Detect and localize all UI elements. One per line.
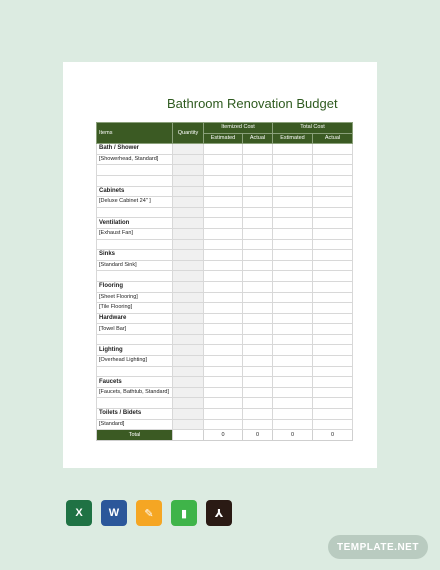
item-label: [Towel Bar] xyxy=(97,324,173,335)
quantity-cell xyxy=(173,334,204,345)
cost-cell xyxy=(273,197,313,208)
section-heading: Bath / Shower xyxy=(97,144,173,155)
cost-cell xyxy=(204,165,243,176)
quantity-cell xyxy=(173,292,204,303)
quantity-cell xyxy=(173,175,204,186)
item-label: [Sheet Flooring] xyxy=(97,292,173,303)
cost-cell xyxy=(313,271,353,282)
table-row xyxy=(97,239,353,250)
cost-cell xyxy=(204,207,243,218)
document-sheet xyxy=(63,62,377,468)
cost-cell xyxy=(273,239,313,250)
budget-table xyxy=(96,122,353,441)
cost-cell xyxy=(204,250,243,261)
cost-cell xyxy=(243,207,273,218)
table-row xyxy=(97,398,353,409)
cost-cell xyxy=(243,345,273,356)
table-row xyxy=(97,334,353,345)
cost-cell xyxy=(204,218,243,229)
cost-cell xyxy=(243,356,273,367)
section-heading: Lighting xyxy=(97,345,173,356)
cost-cell xyxy=(273,398,313,409)
quantity-header: Quantity xyxy=(173,123,204,144)
cost-cell xyxy=(243,271,273,282)
item-label xyxy=(97,334,173,345)
cost-cell xyxy=(313,303,353,314)
quantity-cell xyxy=(173,356,204,367)
cost-cell xyxy=(204,281,243,292)
cost-cell xyxy=(204,345,243,356)
itemized-cost-header: Itemized Cost xyxy=(204,123,273,134)
quantity-cell xyxy=(173,154,204,165)
table-row xyxy=(97,324,353,335)
item-label: [Standard Sink] xyxy=(97,260,173,271)
total-total-actual: 0 xyxy=(313,430,353,441)
cost-cell xyxy=(313,239,353,250)
quantity-cell xyxy=(173,324,204,335)
cost-cell xyxy=(313,154,353,165)
cost-cell xyxy=(243,281,273,292)
cost-cell xyxy=(204,303,243,314)
cost-cell xyxy=(273,303,313,314)
quantity-cell xyxy=(173,186,204,197)
item-label xyxy=(97,366,173,377)
document-title: Bathroom Renovation Budget xyxy=(167,96,338,111)
quantity-cell xyxy=(173,387,204,398)
cost-cell xyxy=(313,228,353,239)
cost-cell xyxy=(204,239,243,250)
quantity-cell xyxy=(173,345,204,356)
cost-cell xyxy=(273,366,313,377)
cost-cell xyxy=(313,175,353,186)
table-row xyxy=(97,154,353,165)
cost-cell xyxy=(313,165,353,176)
itemized-estimated-header: Estimated xyxy=(204,133,243,144)
cost-cell xyxy=(313,409,353,420)
cost-cell xyxy=(204,356,243,367)
cost-cell xyxy=(273,387,313,398)
item-label: [Showerhead, Standard] xyxy=(97,154,173,165)
quantity-cell xyxy=(173,281,204,292)
cost-cell xyxy=(243,334,273,345)
table-row xyxy=(97,356,353,367)
item-label xyxy=(97,165,173,176)
cost-cell xyxy=(204,377,243,388)
quantity-cell xyxy=(173,398,204,409)
cost-cell xyxy=(313,186,353,197)
quantity-cell xyxy=(173,197,204,208)
quantity-cell xyxy=(173,271,204,282)
item-label: [Faucets, Bathtub, Standard] xyxy=(97,387,173,398)
total-total-estimated: 0 xyxy=(273,430,313,441)
cost-cell xyxy=(204,144,243,155)
cost-cell xyxy=(204,409,243,420)
item-label: [Deluxe Cabinet 24" ] xyxy=(97,197,173,208)
cost-cell xyxy=(204,398,243,409)
cost-cell xyxy=(273,260,313,271)
cost-cell xyxy=(313,366,353,377)
quantity-cell xyxy=(173,228,204,239)
cost-cell xyxy=(273,154,313,165)
item-label xyxy=(97,239,173,250)
itemized-actual-header: Actual xyxy=(243,133,273,144)
word-icon[interactable]: W xyxy=(101,500,127,526)
item-label: [Standard] xyxy=(97,419,173,430)
quantity-cell xyxy=(173,366,204,377)
cost-cell xyxy=(204,197,243,208)
cost-cell xyxy=(313,324,353,335)
item-label xyxy=(97,398,173,409)
cost-cell xyxy=(313,218,353,229)
cost-cell xyxy=(273,377,313,388)
table-row xyxy=(97,303,353,314)
cost-cell xyxy=(243,387,273,398)
cost-cell xyxy=(243,324,273,335)
quantity-cell xyxy=(173,313,204,324)
quantity-cell xyxy=(173,250,204,261)
cost-cell xyxy=(313,345,353,356)
template-net-badge[interactable]: TEMPLATE.NET xyxy=(328,535,428,559)
cost-cell xyxy=(243,239,273,250)
numbers-icon[interactable]: ▮ xyxy=(171,500,197,526)
cost-cell xyxy=(273,313,313,324)
table-row xyxy=(97,197,353,208)
cost-cell xyxy=(313,144,353,155)
quantity-cell xyxy=(173,239,204,250)
cost-cell xyxy=(204,334,243,345)
item-label xyxy=(97,271,173,282)
quantity-cell xyxy=(173,218,204,229)
section-heading: Hardware xyxy=(97,313,173,324)
table-row xyxy=(97,313,353,324)
cost-cell xyxy=(243,409,273,420)
cost-cell xyxy=(204,175,243,186)
cost-cell xyxy=(243,398,273,409)
cost-cell xyxy=(313,292,353,303)
table-row xyxy=(97,292,353,303)
cost-cell xyxy=(243,144,273,155)
item-label: [Overhead Lighting] xyxy=(97,356,173,367)
cost-cell xyxy=(273,292,313,303)
cost-cell xyxy=(204,419,243,430)
table-row xyxy=(97,366,353,377)
table-row xyxy=(97,228,353,239)
cost-cell xyxy=(243,292,273,303)
cost-cell xyxy=(204,186,243,197)
section-heading: Cabinets xyxy=(97,186,173,197)
cost-cell xyxy=(243,175,273,186)
cost-cell xyxy=(273,165,313,176)
table-row xyxy=(97,377,353,388)
total-quantity-cell xyxy=(173,430,204,441)
excel-icon[interactable]: X xyxy=(66,500,92,526)
cost-cell xyxy=(313,281,353,292)
cost-cell xyxy=(204,260,243,271)
cost-cell xyxy=(204,154,243,165)
cost-cell xyxy=(273,334,313,345)
pdf-icon[interactable]: ⅄ xyxy=(206,500,232,526)
section-heading: Flooring xyxy=(97,281,173,292)
total-itemized-actual: 0 xyxy=(243,430,273,441)
cost-cell xyxy=(313,398,353,409)
section-heading: Sinks xyxy=(97,250,173,261)
items-header: Items xyxy=(97,123,173,144)
table-row xyxy=(97,409,353,420)
quantity-cell xyxy=(173,207,204,218)
cost-cell xyxy=(204,366,243,377)
cost-cell xyxy=(243,250,273,261)
cost-cell xyxy=(243,419,273,430)
table-row xyxy=(97,260,353,271)
cost-cell xyxy=(204,387,243,398)
cost-cell xyxy=(313,387,353,398)
cost-cell xyxy=(273,250,313,261)
table-row xyxy=(97,250,353,261)
cost-cell xyxy=(273,409,313,420)
quantity-cell xyxy=(173,165,204,176)
cost-cell xyxy=(273,228,313,239)
cost-cell xyxy=(273,324,313,335)
cost-cell xyxy=(243,154,273,165)
cost-cell xyxy=(243,197,273,208)
cost-cell xyxy=(243,377,273,388)
cost-cell xyxy=(243,165,273,176)
cost-cell xyxy=(273,419,313,430)
quantity-cell xyxy=(173,409,204,420)
cost-cell xyxy=(243,228,273,239)
item-label: [Tile Flooring] xyxy=(97,303,173,314)
cost-cell xyxy=(313,334,353,345)
cost-cell xyxy=(313,250,353,261)
cost-cell xyxy=(243,313,273,324)
table-row xyxy=(97,281,353,292)
item-label: [Exhaust Fan] xyxy=(97,228,173,239)
total-row xyxy=(97,430,353,441)
table-row xyxy=(97,218,353,229)
cost-cell xyxy=(313,197,353,208)
section-heading: Faucets xyxy=(97,377,173,388)
cost-cell xyxy=(273,186,313,197)
table-row xyxy=(97,165,353,176)
quantity-cell xyxy=(173,144,204,155)
cost-cell xyxy=(273,281,313,292)
cost-cell xyxy=(273,144,313,155)
cost-cell xyxy=(204,324,243,335)
table-row xyxy=(97,207,353,218)
cost-cell xyxy=(204,292,243,303)
table-row xyxy=(97,186,353,197)
quantity-cell xyxy=(173,377,204,388)
table-row xyxy=(97,175,353,186)
cost-cell xyxy=(243,218,273,229)
cost-cell xyxy=(313,419,353,430)
table-row xyxy=(97,387,353,398)
cost-cell xyxy=(313,260,353,271)
cost-cell xyxy=(273,218,313,229)
quantity-cell xyxy=(173,303,204,314)
cost-cell xyxy=(273,175,313,186)
cost-cell xyxy=(273,356,313,367)
section-heading: Ventilation xyxy=(97,218,173,229)
total-actual-header: Actual xyxy=(313,133,353,144)
cost-cell xyxy=(243,260,273,271)
table-row xyxy=(97,144,353,155)
cost-cell xyxy=(243,303,273,314)
cost-cell xyxy=(204,313,243,324)
cost-cell xyxy=(313,313,353,324)
cost-cell xyxy=(243,366,273,377)
table-row xyxy=(97,271,353,282)
cost-cell xyxy=(273,207,313,218)
total-itemized-estimated: 0 xyxy=(204,430,243,441)
table-row xyxy=(97,419,353,430)
quantity-cell xyxy=(173,260,204,271)
total-cost-header: Total Cost xyxy=(273,123,353,134)
cost-cell xyxy=(204,228,243,239)
cost-cell xyxy=(273,345,313,356)
cost-cell xyxy=(313,377,353,388)
pages-icon[interactable]: ✎ xyxy=(136,500,162,526)
item-label xyxy=(97,207,173,218)
total-label: Total xyxy=(97,430,173,441)
cost-cell xyxy=(313,207,353,218)
cost-cell xyxy=(313,356,353,367)
total-estimated-header: Estimated xyxy=(273,133,313,144)
quantity-cell xyxy=(173,419,204,430)
table-row xyxy=(97,345,353,356)
cost-cell xyxy=(204,271,243,282)
cost-cell xyxy=(243,186,273,197)
item-label xyxy=(97,175,173,186)
section-heading: Toilets / Bidets xyxy=(97,409,173,420)
cost-cell xyxy=(273,271,313,282)
